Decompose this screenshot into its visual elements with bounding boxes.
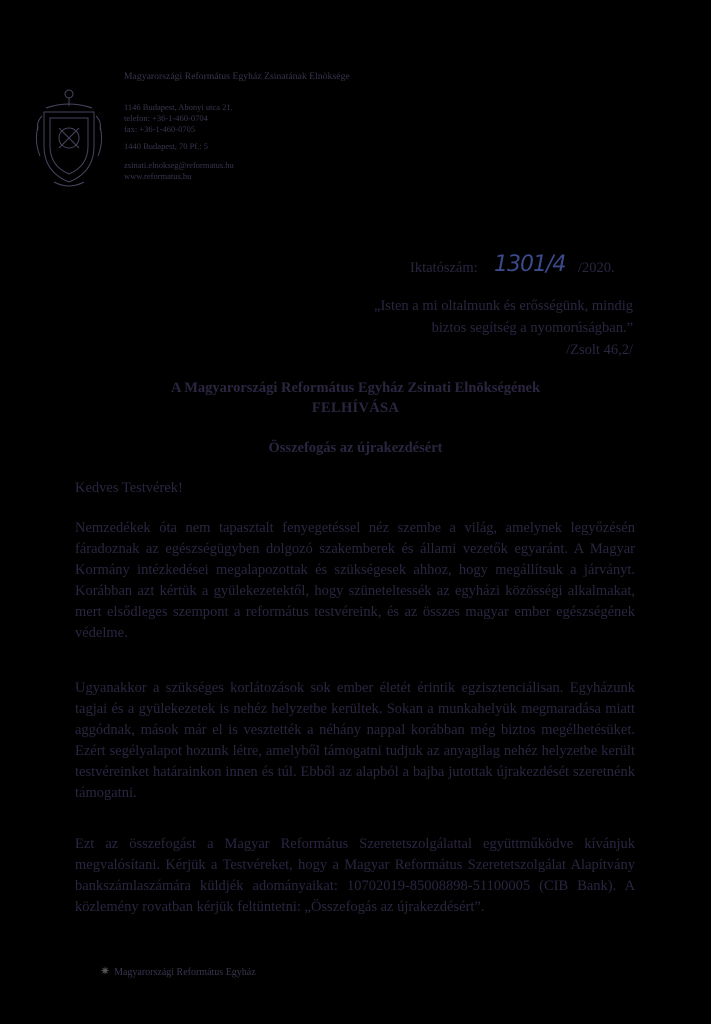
document-title-appeal: FELHÍVÁSA — [311, 400, 400, 416]
document-title: A Magyarországi Református Egyház Zsinati Elnökségének — [170, 380, 541, 396]
footer-emblem-icon: ✷ — [100, 964, 111, 978]
bible-quote-line-1: „Isten a mi oltalmunk és erősségünk, mindig — [374, 298, 633, 314]
document-subtitle: Összefogás az újrakezdésért — [268, 440, 443, 456]
handwritten-reference: 1301/4 — [494, 252, 566, 277]
reference-number — [410, 252, 615, 277]
phone-number: telefon: +36-1-460-0704 — [124, 113, 208, 123]
reference-year: /2020. — [578, 260, 615, 276]
church-crest-logo — [34, 86, 104, 190]
fax-number: fax: +36-1-460-0705 — [124, 124, 196, 134]
body-paragraph: Ugyanakkor a szükséges korlátozások sok ember életét érintik egzisztenciálisan. Egyházunk tagjai és a gyülekezetek is nehéz helyzetbe kerültek. Sokan a munkahelyük megmaradása miatt aggódnak, mások már el is vesztették a néhány nappal korábban még biztos megélhetésüket. Ezért segélyalapot hozunk létre, amelyből támogatni tudjuk az anyagilag nehéz helyzetbe került testvéreinket határainkon innen és túl. Ebből az alapból a bajba jutottak újrakezdését szeretnénk támogatni. — [75, 680, 635, 801]
website-url: www.reformatus.hu — [124, 171, 192, 181]
body-paragraph: Nemzedékek óta nem tapasztalt fenyegetéssel néz szembe a világ, amelynek legyőzésén fáradoznak az egészségügyben dolgozó szakemberek és állami vezetők egyaránt. A Magyar Kormány intézkedései megalapozottak és szükségesek ahhoz, hogy megállítsuk a járványt. Korábban azt kértük a gyülekezetektől, hogy szüneteltessék az egyházi közösségi alkalmakat, mert elsődleges szempont a református testvéreink, és az összes magyar ember egészségének védelme. — [75, 520, 635, 641]
bible-quote-line-2: biztos segítség a nyomorúságban.” — [431, 320, 633, 336]
reference-label: Iktatószám: — [410, 260, 478, 276]
organization-name: Magyarországi Református Egyház Zsinatának Elnöksége — [124, 72, 350, 82]
body-paragraph: Ezt az összefogást a Magyar Református Szeretetszolgálattal együttműködve kívánjuk megvalósítani. Kérjük a Testvéreket, hogy a Magyar Református Szeretetszolgálat Alapítvány bankszámlaszámára küldjék adományaikat: 10702019-85008898-51100005 (CIB Bank). A közlemény rovatban kérjük feltüntetni: „Összefogás az újrakezdésért”. — [75, 836, 635, 915]
address-street: 1146 Budapest, Abonyi utca 21. — [124, 102, 233, 112]
bible-quote-reference: /Zsolt 46,2/ — [566, 342, 633, 358]
footer — [100, 964, 256, 979]
email-address: zsinati.elnokseg@reformatus.hu — [124, 160, 234, 170]
postal-address: 1440 Budapest, 70 Pf.: 5 — [124, 141, 209, 151]
footer-text: Magyarországi Református Egyház — [114, 967, 256, 978]
greeting: Kedves Testvérek! — [75, 480, 183, 496]
